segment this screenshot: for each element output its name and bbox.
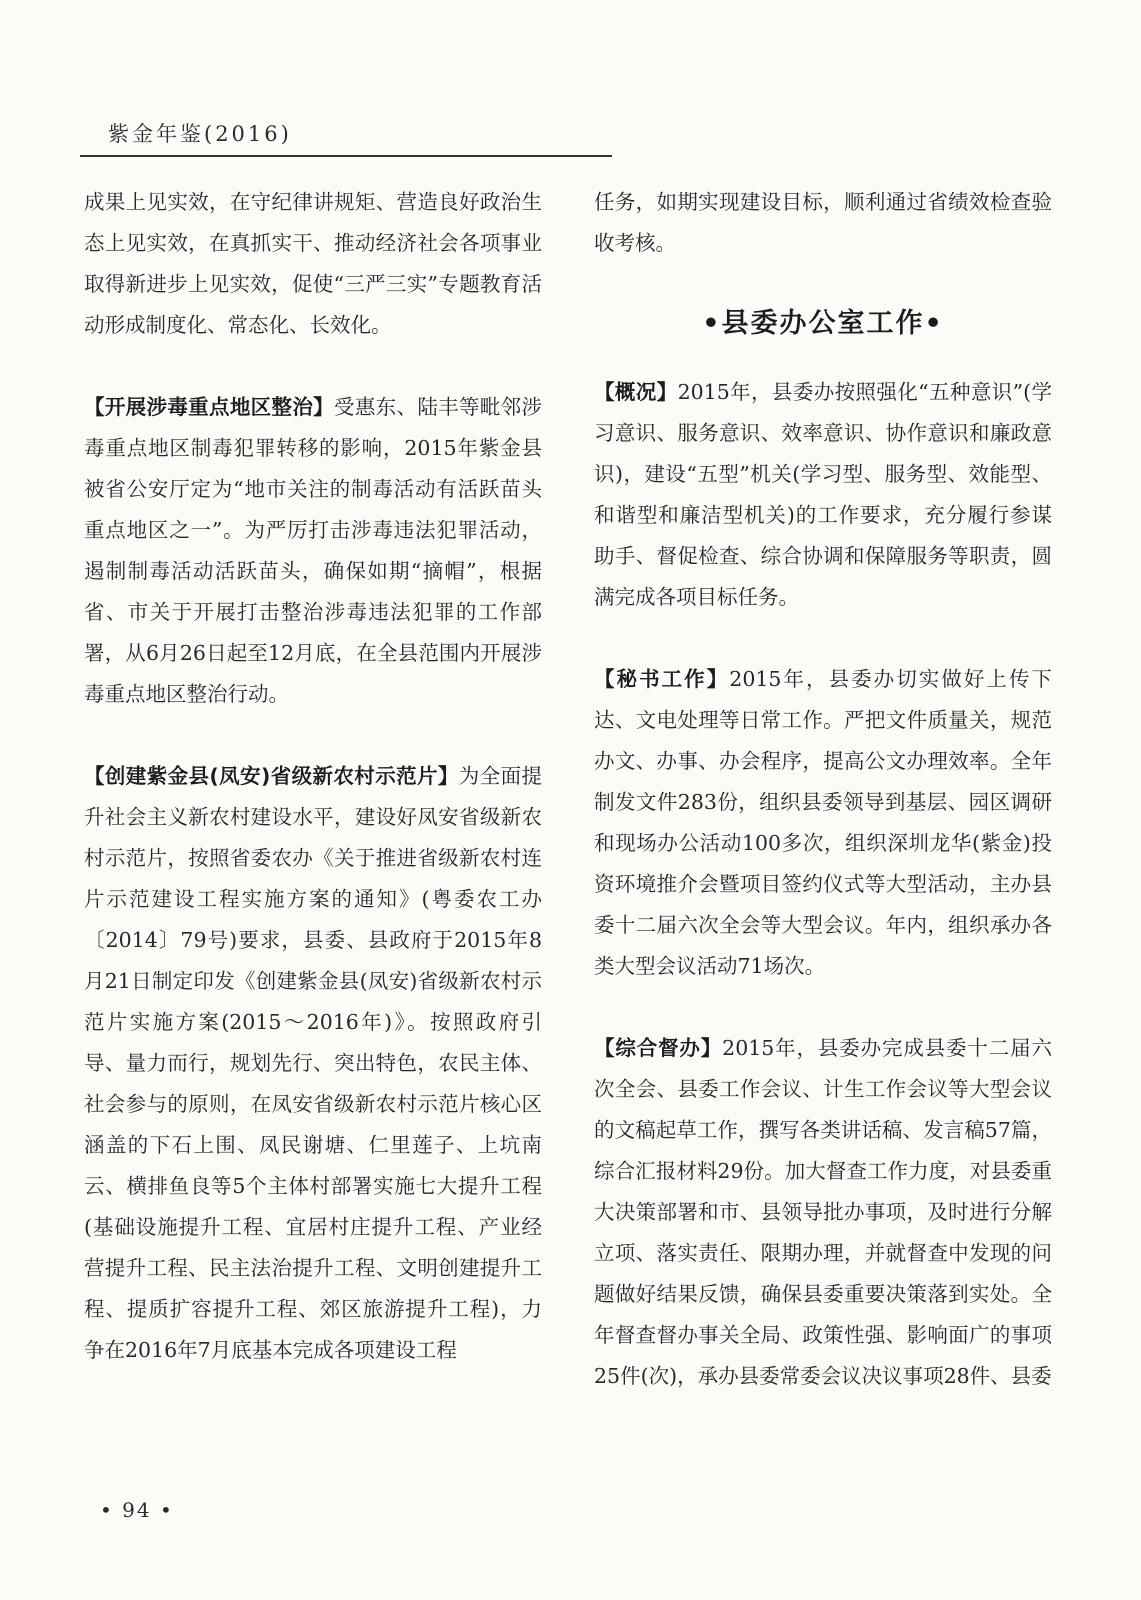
secretary-work-entry bbox=[594, 659, 1052, 987]
entry-body-supervision: 2015年，县委办完成县委十二届六次全会、县委工作会议、计生工作会议等大型会议的文稿起草工作，撰写各类讲话稿、发言稿57篇，综合汇报材料29份。加大督查工作力度，对县委重大决策部署和市、县领导批办事项，及时进行分解立项、落实责任、限期办理，并就督查中发现的问题做好结果反馈，确保县委重要决策落到实处。全年督查督办事关全局、政策性强、影响面广的事项25件(次)，承办县委常委会议决议事项28件、县委 bbox=[594, 1036, 1052, 1388]
new-village-demonstration-entry bbox=[84, 756, 542, 1371]
right-column bbox=[594, 182, 1052, 1397]
supervision-entry bbox=[594, 1028, 1052, 1397]
entry-body-secretary-work: 2015年，县委办切实做好上传下达、文电处理等日常工作。严把文件质量关，规范办文、办事、办会程序，提高公文办理效率。全年制发文件283份，组织县委领导到基层、园区调研和现场办公活动100多次，组织深圳龙华(紫金)投资环境推介会暨项目签约仪式等大型活动，主办县委十二届六次全会等大型会议。年内，组织承办各类大型会议活动71场次。 bbox=[594, 667, 1053, 978]
page-number: • 94 • bbox=[100, 1498, 174, 1522]
entry-heading-drug-rectification: 【开展涉毒重点地区整治】 bbox=[84, 395, 334, 419]
drug-area-rectification-entry bbox=[84, 387, 542, 715]
left-paragraph-continued: 成果上见实效，在守纪律讲规矩、营造良好政治生态上见实效，在真抓实干、推动经济社会各项事业取得新进步上见实效，促使“三严三实”专题教育活动形成制度化、常态化、长效化。 bbox=[84, 190, 542, 337]
left-column bbox=[84, 182, 542, 1371]
entry-heading-supervision: 【综合督办】 bbox=[594, 1036, 723, 1060]
entry-body-overview: 2015年，县委办按照强化“五种意识”(学习意识、服务意识、效率意识、协作意识和廉政意识)，建设“五型”机关(学习型、服务型、效能型、和谐型和廉洁型机关)的工作要求，充分履行参谋助手、督促检查、综合协调和保障服务等职责，圆满完成各项目标任务。 bbox=[594, 380, 1052, 609]
header-rule bbox=[80, 155, 612, 157]
section-title-county-office: •县委办公室工作• bbox=[702, 308, 944, 339]
entry-body-drug-rectification: 受惠东、陆丰等毗邻涉毒重点地区制毒犯罪转移的影响，2015年紫金县被省公安厅定为“地市关注的制毒活动有活跃苗头重点地区之一”。为严厉打击涉毒违法犯罪活动，遏制制毒活动活跃苗头，确保如期“摘帽”，根据省、市关于开展打击整治涉毒违法犯罪的工作部署，从6月26日起至12月底，在全县范围内开展涉毒重点地区整治行动。 bbox=[84, 395, 542, 706]
entry-heading-secretary-work: 【秘书工作】 bbox=[594, 667, 730, 691]
overview-entry bbox=[594, 372, 1052, 618]
entry-heading-overview: 【概况】 bbox=[594, 380, 678, 404]
entry-heading-new-village: 【创建紫金县(凤安)省级新农村示范片】 bbox=[84, 764, 459, 788]
right-paragraph-continued: 任务，如期实现建设目标，顺利通过省绩效检查验收考核。 bbox=[594, 190, 1052, 255]
entry-body-new-village: 为全面提升社会主义新农村建设水平，建设好凤安省级新农村示范片，按照省委农办《关于推进省级新农村连片示范建设工程实施方案的通知》(粤委农工办〔2014〕79号)要求，县委、县政府于2015年8月21日制定印发《创建紫金县(凤安)省级新农村示范片实施方案(2015～2016年)》。按照政府引导、量力而行，规划先行、突出特色，农民主体、社会参与的原则，在凤安省级新农村示范片核心区涵盖的下石上围、凤民谢塘、仁里莲子、上坑南云、横排鱼良等5个主体村部署实施七大提升工程(基础设施提升工程、宜居村庄提升工程、产业经营提升工程、民主法治提升工程、文明创建提升工程、提质扩容提升工程、郊区旅游提升工程)，力争在2016年7月底基本完成各项建设工程 bbox=[84, 764, 542, 1362]
running-head-title: 紫金年鉴(2016) bbox=[108, 122, 292, 146]
